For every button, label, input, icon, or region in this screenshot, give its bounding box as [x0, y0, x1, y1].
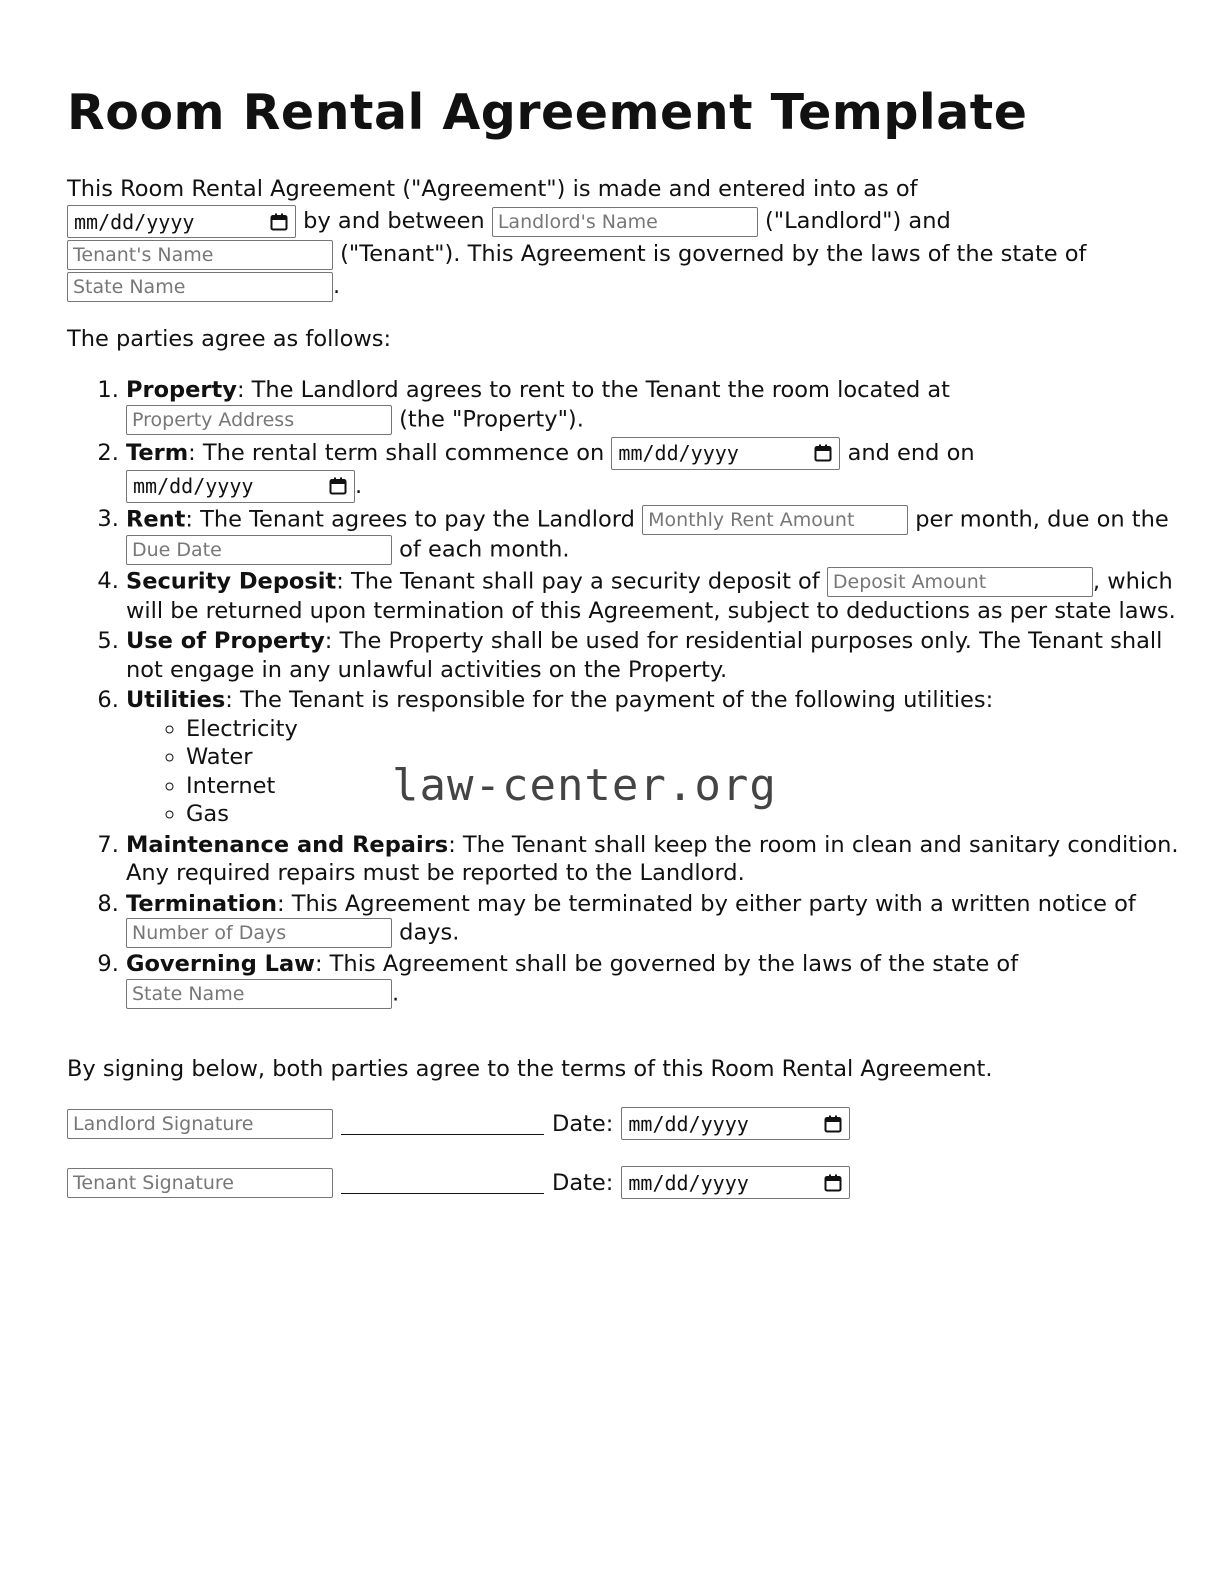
term-rent: 3. Rent: The Tenant agrees to pay the Landlord Monthly Rent Amount per month, due on the Due Date of each month. [126, 505, 1198, 565]
term-end-date-input[interactable]: mm/dd/yyyy [126, 470, 355, 503]
calendar-icon [813, 443, 833, 463]
tenant-date-input[interactable]: mm/dd/yyyy [621, 1166, 850, 1199]
term-termination: 8. Termination: This Agreement may be terminated by either party with a written notice of Number of Days days. [126, 890, 1198, 949]
deposit-amount-input[interactable] [827, 567, 1093, 597]
calendar-icon [328, 476, 348, 496]
term-term: 2. Term: The rental term shall commence on mm/dd/yyyy and end on mm/dd/yyyy . [126, 437, 1198, 503]
landlord-signature-row [67, 1107, 850, 1140]
signature-line [341, 1171, 544, 1194]
terms-list [67, 376, 1198, 1011]
term-property: 1. Property: The Landlord agrees to rent to the Tenant the room located at Property Address (the "Property"). [126, 376, 1198, 435]
follows-text: The parties agree as follows: [67, 326, 392, 352]
intro-paragraph: This Room Rental Agreement ("Agreement") is made and entered into as of mm/dd/yyyy by and between Landlord's Name ("Landlord") and Tenant's Name ("Tenant"). This Agreement is governed by the laws of the state of State Name. [67, 173, 1157, 302]
notice-days-input[interactable] [126, 918, 392, 948]
monthly-rent-input[interactable] [642, 505, 908, 535]
list-item: ◦ Internet [186, 772, 1198, 801]
intro-text-4: ("Tenant"). This Agreement is governed by the laws of the state of [340, 241, 1087, 267]
date-label: Date: [552, 1110, 614, 1137]
term-governing-law: 9. Governing Law: This Agreement shall be governed by the laws of the state of State Name. [126, 950, 1198, 1009]
term-maintenance: 7. Maintenance and Repairs: The Tenant shall keep the room in clean and sanitary condition. Any required repairs must be reported to the Landlord. [126, 831, 1198, 888]
tenant-name-input[interactable] [67, 240, 333, 270]
tenant-signature-input[interactable] [67, 1168, 333, 1198]
due-date-input[interactable] [126, 535, 392, 565]
calendar-icon [823, 1114, 843, 1134]
term-utilities: 6. Utilities: The Tenant is responsible for the payment of the following utilities: ◦ Electricity ◦ Water ◦ Internet ◦ Gas [126, 686, 1198, 829]
term-deposit: 4. Security Deposit: The Tenant shall pay a security deposit of Deposit Amount , which will be returned upon termination of this Agreement, subject to deductions as per state laws. [126, 567, 1198, 626]
list-item: ◦ Electricity [186, 715, 1198, 744]
governing-state-input[interactable] [126, 979, 392, 1009]
agreement-date-input[interactable]: mm/dd/yyyy [67, 205, 296, 238]
intro-text-2: by and between [303, 208, 485, 234]
list-item: ◦ Gas [186, 800, 1198, 829]
tenant-signature-row [67, 1166, 850, 1199]
calendar-icon [823, 1173, 843, 1193]
watermark: law-center.org [392, 760, 777, 811]
page-title: Room Rental Agreement Template [67, 84, 1028, 141]
landlord-signature-input[interactable] [67, 1109, 333, 1139]
calendar-icon [269, 212, 289, 232]
signature-line [341, 1112, 544, 1135]
landlord-date-input[interactable]: mm/dd/yyyy [621, 1107, 850, 1140]
property-address-input[interactable] [126, 405, 392, 435]
date-label: Date: [552, 1169, 614, 1196]
intro-text-1: This Room Rental Agreement ("Agreement") is made and entered into as of [67, 176, 918, 202]
closing-text: By signing below, both parties agree to the terms of this Room Rental Agreement. [67, 1056, 993, 1082]
list-item: ◦ Water [186, 743, 1198, 772]
term-start-date-input[interactable]: mm/dd/yyyy [611, 437, 840, 470]
landlord-name-input[interactable] [492, 207, 758, 237]
term-use: 5. Use of Property: The Property shall be used for residential purposes only. The Tenant shall not engage in any unlawful activities on the Property. [126, 627, 1198, 684]
intro-text-3: ("Landlord") and [765, 208, 951, 234]
state-name-input[interactable] [67, 272, 333, 302]
